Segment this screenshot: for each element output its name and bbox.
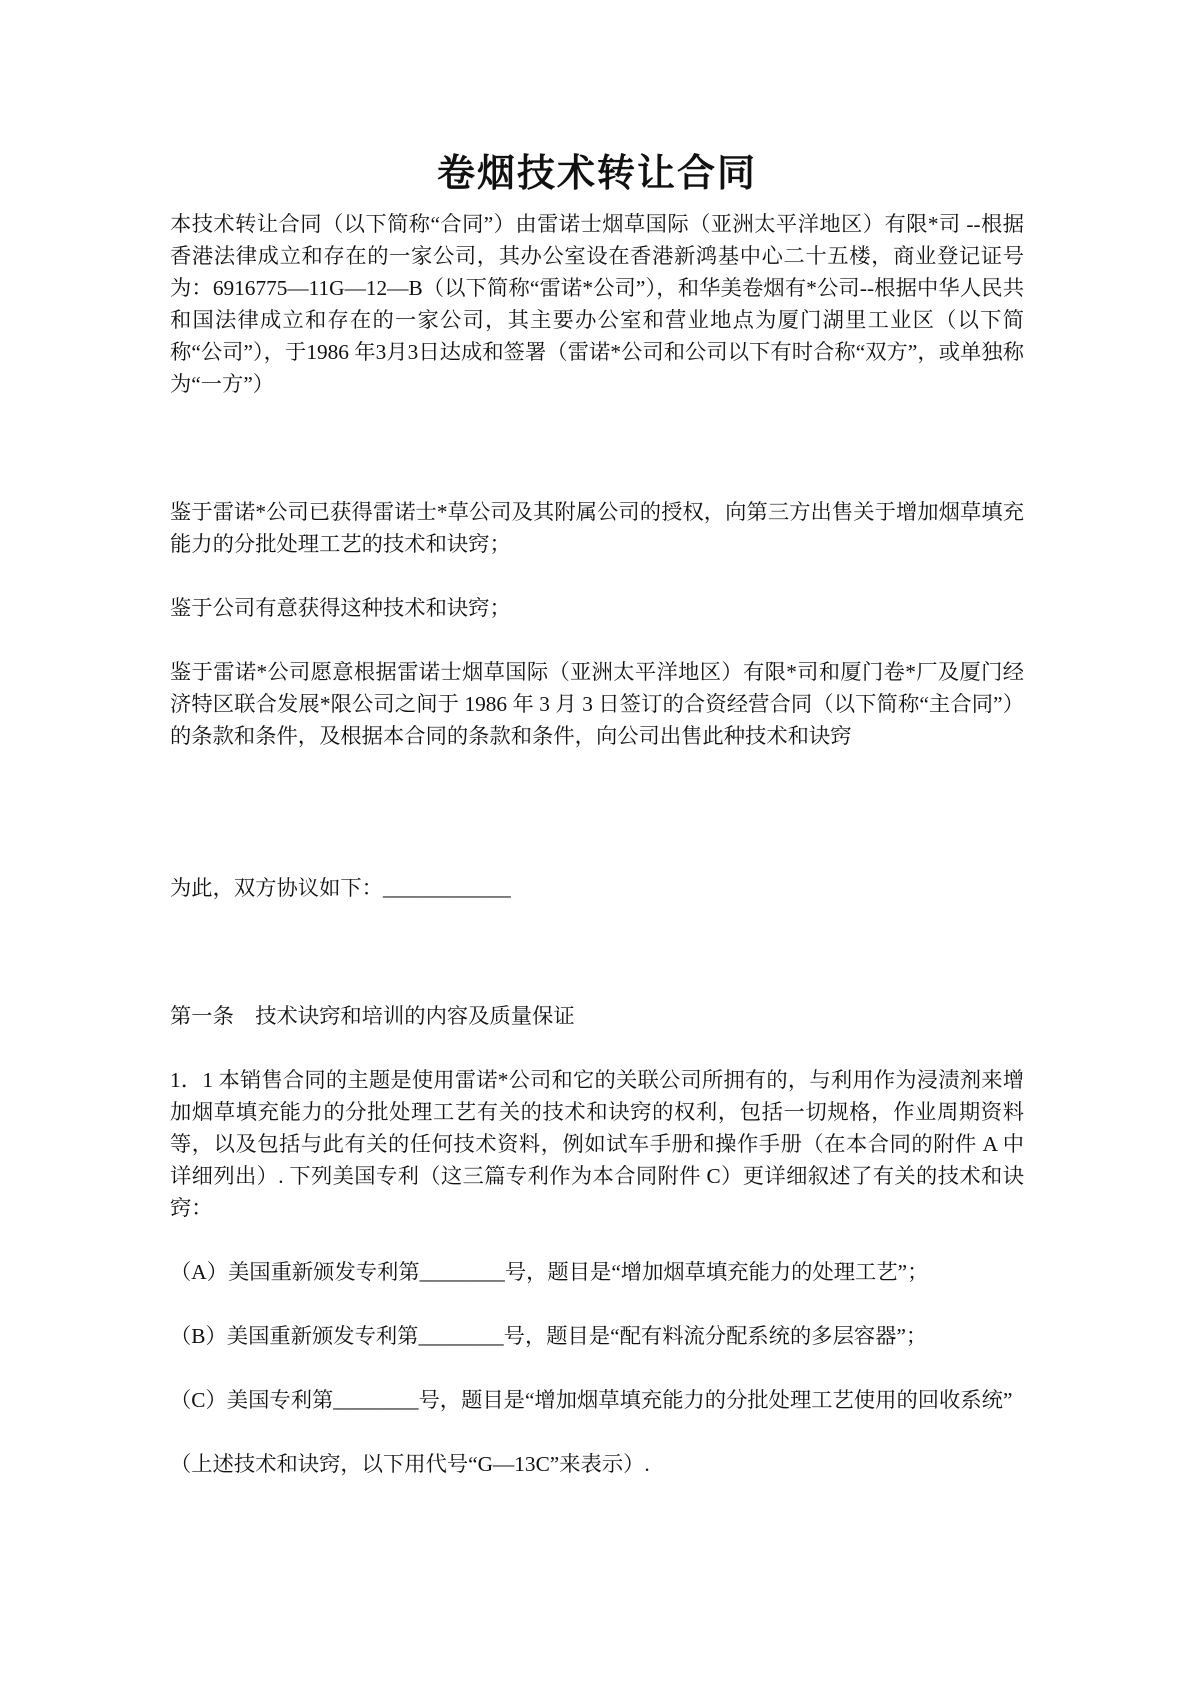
paragraph-code-note: （上述技术和诀窍，以下用代号“G—13C”来表示）. — [170, 1452, 650, 1476]
paragraph-whereas-1: 鉴于雷诺*公司已获得雷诺士*草公司及其附属公司的授权，向第三方出售关于增加烟草填充能力的分批处理工艺的技术和诀窍； — [170, 500, 1024, 556]
paragraph-agreement-lead: 为此，双方协议如下：____________ — [170, 876, 511, 900]
document-content — [170, 148, 1024, 1480]
article-1-heading: 第一条 技术诀窍和培训的内容及质量保证 — [170, 1004, 575, 1028]
paragraph-intro: 本技术转让合同（以下简称“合同”）由雷诺士烟草国际（亚洲太平洋地区）有限*司 --根据香港法律成立和存在的一家公司，其办公室设在香港新鸿基中心二十五楼，商业登记证号为：6916775—11G—12—B（以下简称“雷诺*公司”），和华美卷烟有*公司--根据中华人民共和国法律成立和存在的一家公司，其主要办公室和营业地点为厦门湖里工业区（以下简称“公司”），于1986 年3月3日达成和签署（雷诺*公司和公司以下有时合称“双方”，或单独称为“一方”） — [170, 212, 1024, 396]
paragraph-patent-b: （B）美国重新颁发专利第________号，题目是“配有料流分配系统的多层容器”； — [170, 1324, 928, 1348]
paragraph-patent-c: （C）美国专利第________号，题目是“增加烟草填充能力的分批处理工艺使用的回收系统” — [170, 1388, 1013, 1412]
paragraph-whereas-2: 鉴于公司有意获得这种技术和诀窍； — [170, 596, 511, 620]
paragraph-clause-1-1: 1．1 本销售合同的主题是使用雷诺*公司和它的关联公司所拥有的，与利用作为浸渍剂来增加烟草填充能力的分批处理工艺有关的技术和诀窍的权利，包括一切规格，作业周期资料等，以及包括与此有关的任何技术资料，例如试车手册和操作手册（在本合同的附件 A 中详细列出）. 下列美国专利（这三篇专利作为本合同附件 C）更详细叙述了有关的技术和诀窍： — [170, 1068, 1024, 1220]
document-title: 卷烟技术转让合同 — [436, 153, 757, 195]
paragraph-whereas-3: 鉴于雷诺*公司愿意根据雷诺士烟草国际（亚洲太平洋地区）有限*司和厦门卷*厂及厦门经济特区联合发展*限公司之间于 1986 年 3 月 3 日签订的合资经营合同（以下简称“主合同”）的条款和条件，及根据本合同的条款和条件，向公司出售此种技术和诀窍 — [170, 660, 1024, 748]
paragraph-patent-a: （A）美国重新颁发专利第________号，题目是“增加烟草填充能力的处理工艺”； — [170, 1260, 929, 1284]
